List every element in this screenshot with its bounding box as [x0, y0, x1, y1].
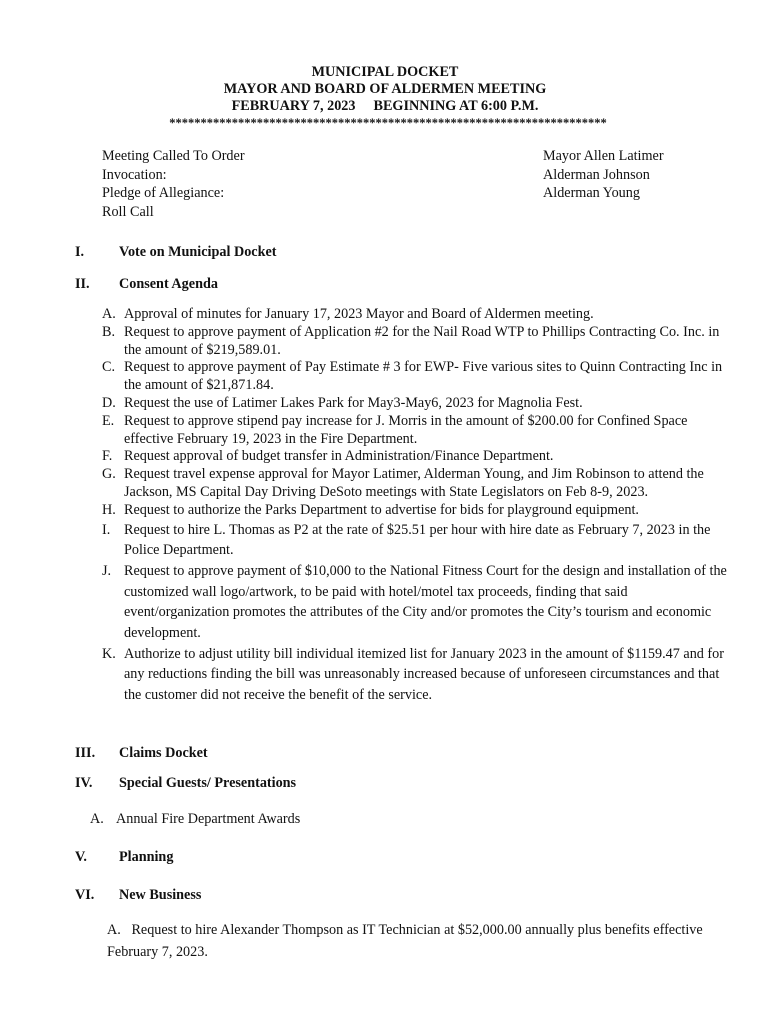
- section-heading: [75, 849, 173, 866]
- item-text: Approval of minutes for January 17, 2023 Mayor and Board of Aldermen meeting.: [124, 306, 594, 322]
- list-item: [102, 395, 732, 413]
- section-heading: [75, 244, 277, 261]
- list-item: [102, 644, 732, 706]
- section-heading: [75, 775, 296, 792]
- section-title: Vote on Municipal Docket: [119, 244, 277, 260]
- item-text: Request travel expense approval for Mayor Latimer, Alderman Young, and Jim Robinson to attend the Jackson, MS Capital Day Driving DeSoto meetings with State Legislators on Feb 8-9, 2023.: [124, 466, 704, 500]
- item-letter: H.: [102, 501, 116, 518]
- list-item: [102, 561, 732, 644]
- item-letter: A.: [102, 306, 116, 322]
- item-text: Request approval of budget transfer in Administration/Finance Department.: [124, 448, 554, 465]
- item-letter: A.: [90, 811, 104, 827]
- item-text: Request to approve payment of Application #2 for the Nail Road WTP to Phillips Contracting Co. Inc. in the amount of $219,589.01.: [124, 323, 720, 358]
- item-letter: G.: [102, 466, 116, 483]
- item-text: Request to hire Alexander Thompson as IT Technician at $52,000.00 annually plus benefits effective February 7, 2023.: [107, 922, 703, 960]
- list-item: [102, 502, 732, 520]
- new-business-item: [107, 920, 727, 963]
- section-number: VI.: [75, 887, 95, 903]
- opening-item: Roll Call: [102, 203, 154, 220]
- header-date-line: [0, 98, 770, 115]
- opening-items: [102, 148, 402, 222]
- section-heading: [75, 887, 201, 904]
- header-title: MUNICIPAL DOCKET: [311, 64, 459, 80]
- section-title: Consent Agenda: [119, 276, 218, 292]
- star-divider: **********************************************************************: [169, 116, 607, 130]
- section-number: II.: [75, 276, 90, 292]
- meeting-date: FEBRUARY 7, 2023: [231, 98, 356, 114]
- opening-item: Pledge of Allegiance:: [102, 185, 225, 201]
- list-item: [102, 520, 732, 561]
- opening-item: Invocation:: [102, 166, 167, 183]
- item-text: Request to hire L. Thomas as P2 at the rate of $25.51 per hour with hire date as February 7, 2023 in the Police Department.: [124, 521, 711, 559]
- list-item: [102, 448, 732, 466]
- item-letter: E.: [102, 412, 115, 429]
- official-name: Mayor Allen Latimer: [543, 148, 664, 164]
- item-letter: K.: [102, 645, 116, 662]
- item-text: Annual Fire Department Awards: [116, 811, 301, 827]
- section-number: III.: [75, 745, 96, 761]
- item-text: Request to approve stipend pay increase for J. Morris in the amount of $200.00 for Confined Space effective February 19, 2023 in the Fire Department.: [124, 412, 688, 447]
- list-item: [102, 324, 732, 360]
- item-text: Request the use of Latimer Lakes Park for May3-May6, 2023 for Magnolia Fest.: [124, 394, 583, 411]
- header-subtitle: MAYOR AND BOARD OF ALDERMEN MEETING: [223, 81, 547, 97]
- section-title: New Business: [119, 887, 202, 903]
- section-heading: [75, 745, 208, 762]
- section-number: V.: [75, 849, 87, 865]
- section-title: Claims Docket: [119, 745, 208, 761]
- section-number: IV.: [75, 775, 93, 791]
- item-letter: B.: [102, 323, 116, 340]
- list-item: [102, 359, 732, 395]
- section-title: Planning: [119, 849, 174, 865]
- opening-item: Meeting Called To Order: [102, 148, 245, 164]
- section-number: I.: [75, 244, 85, 260]
- official-name: Alderman Johnson: [543, 166, 650, 183]
- item-letter: C.: [102, 359, 116, 376]
- list-item: [102, 306, 732, 324]
- item-letter: D.: [102, 394, 116, 411]
- item-text: Request to authorize the Parks Department to advertise for bids for playground equipment.: [124, 501, 639, 518]
- meeting-time: BEGINNING AT 6:00 P.M.: [373, 98, 539, 114]
- item-text: Authorize to adjust utility bill individual itemized list for January 2023 in the amount of $1159.47 and for any reductions finding the bill was unreasonably increased because of unforeseen circumstances and that the customer did not receive the benefit of the service.: [124, 645, 724, 704]
- item-letter: F.: [102, 448, 113, 465]
- consent-agenda-list: [102, 306, 732, 706]
- item-letter: A.: [107, 922, 121, 938]
- list-item: [102, 466, 732, 502]
- list-item: [102, 413, 732, 449]
- opening-officials: [543, 148, 723, 204]
- item-letter: J.: [102, 562, 112, 579]
- item-text: Request to approve payment of Pay Estimate # 3 for EWP- Five various sites to Quinn Contracting Inc in the amount of $21,871.84.: [124, 359, 723, 394]
- item-letter: I.: [102, 521, 111, 538]
- section-title: Special Guests/ Presentations: [119, 775, 297, 791]
- official-name: Alderman Young: [543, 185, 640, 201]
- section-heading: [75, 276, 218, 293]
- special-guests-item: [90, 811, 300, 828]
- docket-header: [0, 64, 770, 131]
- item-text: Request to approve payment of $10,000 to the National Fitness Court for the design and installation of the customized wall logo/artwork, to be paid with hotel/motel tax proceeds, finding that said event/organization promotes the attributes of the City and/or promotes the City’s tourism and economic development.: [124, 562, 727, 642]
